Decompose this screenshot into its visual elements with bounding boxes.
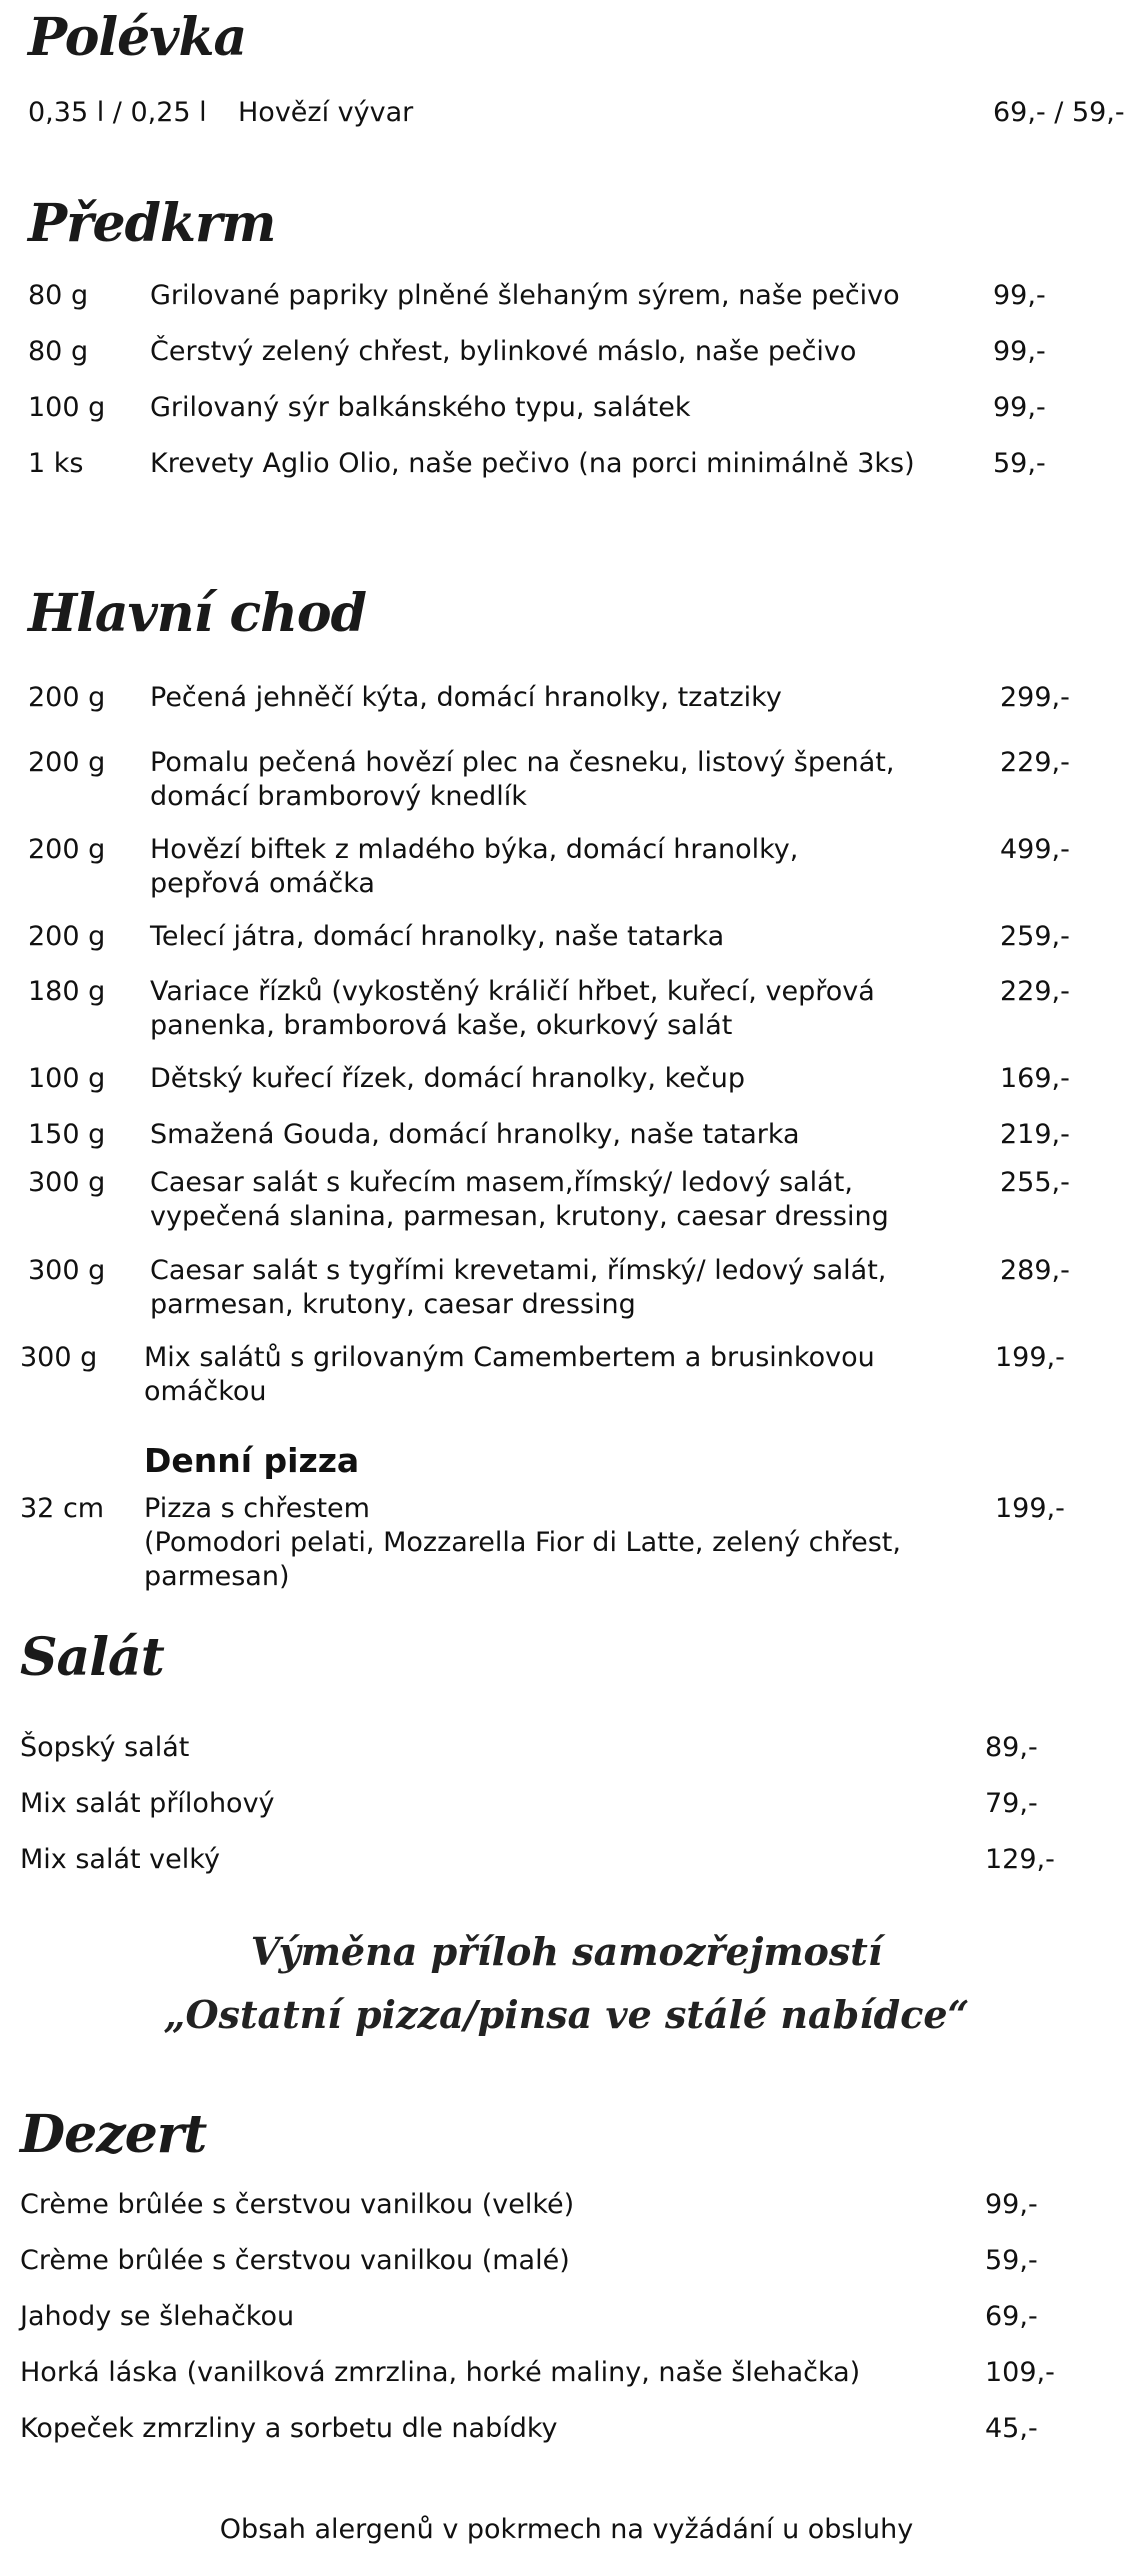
desserts-heading: Dezert (20, 2104, 207, 2165)
main-qty: 300 g (20, 1342, 98, 1373)
dessert-price: 59,- (985, 2245, 1038, 2276)
main-name: Pomalu pečená hovězí plec na česneku, listový špenát, domácí bramborový knedlík (150, 747, 895, 812)
main-name: Dětský kuřecí řízek, domácí hranolky, kečup (150, 1063, 745, 1094)
main-name: Pečená jehněčí kýta, domácí hranolky, tzatziky (150, 682, 782, 713)
main-qty: 300 g (28, 1167, 106, 1198)
starter-qty: 80 g (28, 336, 89, 367)
main-name: Smažená Gouda, domácí hranolky, naše tatarka (150, 1119, 800, 1150)
allergen-footer: Obsah alergenů v pokrmech na vyžádání u obsluhy (219, 2514, 914, 2545)
pizza-price: 199,- (995, 1493, 1065, 1524)
main-price: 289,- (1000, 1255, 1070, 1286)
soup-name: Hovězí vývar (238, 97, 414, 128)
dessert-name: Horká láska (vanilková zmrzlina, horké maliny, naše šlehačka) (20, 2357, 861, 2388)
starter-qty: 100 g (28, 392, 106, 423)
dessert-price: 109,- (985, 2357, 1055, 2388)
main-name: Telecí játra, domácí hranolky, naše tatarka (150, 921, 725, 952)
dessert-price: 69,- (985, 2301, 1038, 2332)
main-price: 499,- (1000, 834, 1070, 865)
dessert-price: 45,- (985, 2413, 1038, 2444)
starter-qty: 80 g (28, 280, 89, 311)
dessert-name: Crème brûlée s čerstvou vanilkou (malé) (20, 2245, 570, 2276)
starter-price: 59,- (993, 448, 1046, 479)
main-qty: 180 g (28, 976, 106, 1007)
main-qty: 200 g (28, 921, 106, 952)
starter-qty: 1 ks (28, 448, 84, 479)
main-name: Caesar salát s tygřími krevetami, římský/ ledový salát, parmesan, krutony, caesar dressing (150, 1255, 887, 1320)
main-price: 299,- (1000, 682, 1070, 713)
salads-heading: Salát (20, 1627, 164, 1688)
dessert-name: Kopeček zmrzliny a sorbetu dle nabídky (20, 2413, 558, 2444)
pizza-qty: 32 cm (20, 1493, 105, 1524)
main-qty: 200 g (28, 834, 106, 865)
main-name: Variace řízků (vykostěný králičí hřbet, kuřecí, vepřová panenka, bramborová kaše, okurkový salát (150, 976, 875, 1041)
salad-name: Šopský salát (20, 1732, 190, 1763)
dessert-name: Jahody se šlehačkou (20, 2301, 295, 2332)
pizza-name: Pizza s chřestem (Pomodori pelati, Mozzarella Fior di Latte, zelený chřest, parmesan) (144, 1493, 901, 1592)
soup-price: 69,- / 59,- (993, 97, 1125, 128)
main-qty: 100 g (28, 1063, 106, 1094)
main-name: Hovězí biftek z mladého býka, domácí hranolky, pepřová omáčka (150, 834, 799, 899)
main-qty: 300 g (28, 1255, 106, 1286)
salad-price: 89,- (985, 1732, 1038, 1763)
main-price: 219,- (1000, 1119, 1070, 1150)
daily-pizza-heading: Denní pizza (144, 1441, 360, 1480)
starter-name: Grilovaný sýr balkánského typu, salátek (150, 392, 691, 423)
main-price: 255,- (1000, 1167, 1070, 1198)
main-qty: 150 g (28, 1119, 106, 1150)
starter-price: 99,- (993, 392, 1046, 423)
main-qty: 200 g (28, 682, 106, 713)
main-price: 259,- (1000, 921, 1070, 952)
salad-price: 129,- (985, 1844, 1055, 1875)
main-price: 229,- (1000, 976, 1070, 1007)
starter-name: Čerstvý zelený chřest, bylinkové máslo, naše pečivo (150, 336, 857, 367)
pizza-note: „Ostatní pizza/pinsa ve stálé nabídce“ (163, 1992, 970, 2037)
starter-price: 99,- (993, 280, 1046, 311)
dessert-name: Crème brûlée s čerstvou vanilkou (velké) (20, 2189, 575, 2220)
main-price: 199,- (995, 1342, 1065, 1373)
starters-heading: Předkrm (28, 193, 276, 254)
main-price: 229,- (1000, 747, 1070, 778)
sides-note: Výměna příloh samozřejmostí (250, 1929, 883, 1974)
starter-name: Grilované papriky plněné šlehaným sýrem, naše pečivo (150, 280, 900, 311)
dessert-price: 99,- (985, 2189, 1038, 2220)
main-price: 169,- (1000, 1063, 1070, 1094)
starter-name: Krevety Aglio Olio, naše pečivo (na porci minimálně 3ks) (150, 448, 915, 479)
mains-heading: Hlavní chod (28, 583, 366, 644)
main-name: Mix salátů s grilovaným Camembertem a brusinkovou omáčkou (144, 1342, 875, 1407)
main-qty: 200 g (28, 747, 106, 778)
soup-qty: 0,35 l / 0,25 l (28, 97, 207, 128)
salad-name: Mix salát velký (20, 1844, 220, 1875)
salad-name: Mix salát přílohový (20, 1788, 275, 1819)
main-name: Caesar salát s kuřecím masem,římský/ ledový salát, vypečená slanina, parmesan, krutony, caesar dressing (150, 1167, 889, 1232)
starter-price: 99,- (993, 336, 1046, 367)
salad-price: 79,- (985, 1788, 1038, 1819)
soup-heading: Polévka (28, 7, 247, 68)
